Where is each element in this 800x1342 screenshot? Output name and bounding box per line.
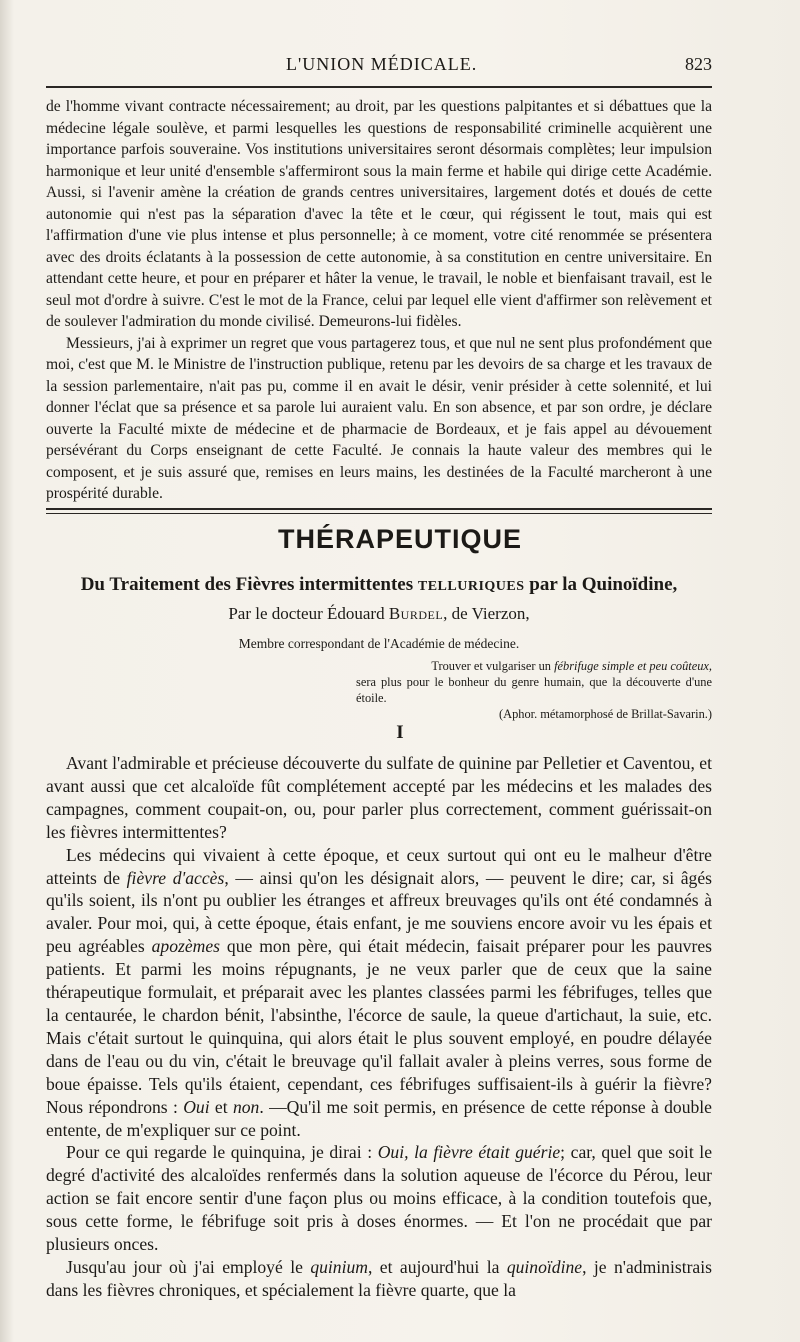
text-run: . —Qu'il me soit permis, en présence de cette réponse à double entente, de m'expliquer sur ce point.	[46, 1096, 712, 1140]
text-run: que mon père, qui était médecin, faisait préparer pour les pauvres patients. Et parmi les moins répugnants, je ne veux parler que de ceux que la saine thérapeutique formulait, et préparait avec les plantes classées parmi les fébrifuges, telles que la centaurée, le chardon bénit, l'absinthe, l'écorce de saule, la queue d'artichaut, la suie, etc. Mais c'était surtout le quinquina, qui alors était le plus souvent employé, en poudre délayée dans de l'eau ou du vin, c'était le breuvage qu'il fallait avaler à pleins verres, sous forme de boue épaisse. Tels qu'ils étaient, cependant, ces fébrifuges suffisaient-ils à guérir la fièvre? Nous répondrons :	[46, 936, 712, 1117]
emphasis: quinoïdine	[506, 1256, 583, 1277]
epigraph-emphasis: fébrifuge simple et peu coûteux,	[554, 659, 712, 673]
epigraph-text: Trouver et vulgariser un	[431, 659, 555, 673]
emphasis: non	[232, 1096, 260, 1117]
byline	[46, 604, 712, 624]
emphasis: apozèmes	[151, 936, 221, 957]
section-title: THÉRAPEUTIQUE	[277, 524, 523, 554]
epigraph-line1	[356, 658, 712, 674]
author-name: Burdel	[388, 604, 444, 623]
byline-prefix: Par le docteur Édouard	[228, 604, 389, 623]
epigraph-attribution: (Aphor. métamorphosé de Brillat-Savarin.)	[499, 707, 712, 721]
article-title	[46, 574, 712, 596]
text-run: Les médecins qui vivaient à cette époque, et ceux surtout qui ont eu le malheur d'être atteints de	[46, 844, 712, 888]
text-run: ; car, quel que soit le degré d'activité des alcaloïdes renfermés dans la solution aqueuse de l'écorce du Pérou, leur action se fait encore sentir d'une façon plus ou moins efficace, à la condition toutefois que, sous cette forme, le fébrifuge soit pris à doses énormes. — Et l'on ne procédait que par plusieurs onces.	[46, 1142, 713, 1255]
page-number: 823	[685, 54, 712, 74]
body-paragraph-1: Avant l'admirable et précieuse découverte du sulfate de quinine par Pelletier et Caventou, et avant aussi que cet alcaloïde fût complétement accepté par les médecins et les malades des campagnes, comment coupait-on, ou, pour parler plus correctement, comment guérissait-on les fièvres intermittentes?	[46, 753, 712, 842]
header-rule	[46, 86, 712, 88]
section-divider	[46, 508, 712, 514]
running-title: L'UNION MÉDICALE.	[286, 54, 478, 74]
emphasis: fièvre d'accès	[126, 867, 225, 888]
epigraph-line2: sera plus pour le bonheur du genre humain, que la découverte d'une étoile.	[356, 675, 712, 705]
body-paragraph-3	[46, 1141, 712, 1256]
emphasis: Oui, la fièvre était guérie	[377, 1142, 561, 1163]
emphasis: Oui	[183, 1096, 210, 1117]
text-run: , — ainsi qu'on les désignait alors, — peuvent le dire; car, si âgés qu'ils soient, ils n'ont pu oublier les étranges et affreux breuvages qu'ils ont été condamnés à avaler. Pour moi, qui, à cette époque, étais enfant, je me souviens encore avoir vu les épais et peu agréables	[46, 867, 713, 957]
author-membership: Membre correspondant de l'Académie de médecine.	[238, 636, 520, 651]
text-run: Jusqu'au jour où j'ai employé le	[66, 1256, 311, 1277]
part-number: I	[396, 722, 404, 743]
article-title-smallcaps: TELLURIQUES	[417, 579, 525, 594]
byline-suffix: , de Vierzon,	[443, 604, 530, 623]
emphasis: quinium	[310, 1256, 368, 1277]
epigraph	[356, 658, 712, 722]
closing-paragraph: Messieurs, j'ai à exprimer un regret que vous partagerez tous, et que nul ne sent plus profondément que moi, c'est que M. le Ministre de l'instruction publique, retenu par les devoirs de sa charge et les travaux de la session parlementaire, n'ait pas pu, comme il en avait le désir, venir présider à cette solennité, et lui donner l'éclat que sa présence et sa parole lui auraient valu. En son absence, et par son ordre, je déclare ouverte la Faculté mixte de médecine et de pharmacie de Bordeaux, et je fais appel au dévouement persévérant du Corps enseignant de cette Faculté. Je connais la haute valeur des membres qui le composent, et je suis assuré que, remises en leurs mains, les destinées de la Faculté marcheront à une prospérité durable.	[46, 334, 712, 502]
article-title-part1: Du Traitement des Fièvres intermittentes	[80, 574, 418, 595]
text-run: et	[209, 1096, 233, 1117]
text-run: , et aujourd'hui la	[367, 1256, 507, 1277]
continued-paragraph: de l'homme vivant contracte nécessairement; au droit, par les questions palpitantes et si débattues que la médecine légale soulève, et parmi lesquelles les questions de responsabilité criminelle acquièrent une importance parfois souveraine. Vos institutions universitaires seront désormais complètes; leur impulsion harmonique et leur unité d'ensemble s'affermiront sous la main ferme et habile qui dirige cette Académie. Aussi, si l'avenir amène la création de grands centres universitaires, largement dotés et doués de cette autonomie qui n'est pas la séparation d'avec la tête et le cœur, qui régissent le tout, mais qui est l'affirmation d'une vie plus intense et plus personnelle; à ce moment, votre cité renommée se présentera avec des droits éclatants à la possession de cette autonomie, à sa constitution en centre universitaire. En attendant cette heure, et pour en préparer et hâter la venue, le travail, le noble et bienfaisant travail, est le seul mot d'ordre à suivre. C'est le mot de la France, celui par lequel elle vient d'affirmer son relèvement et de soulever l'admiration du monde civilisé. Demeurons-lui fidèles.	[46, 98, 712, 330]
text-run: Pour ce qui regarde le quinquina, je dirai :	[66, 1142, 378, 1163]
continued-text-block	[46, 96, 712, 505]
body-paragraph-4	[46, 1256, 712, 1302]
body-paragraph-2	[46, 844, 712, 1142]
article-body	[46, 752, 712, 1302]
text-run: , je n'administrais dans les fièvres chroniques, et spécialement la fièvre quarte, que la	[46, 1256, 712, 1300]
article-title-part2: par la Quinoïdine,	[524, 574, 678, 595]
running-head	[46, 50, 712, 78]
